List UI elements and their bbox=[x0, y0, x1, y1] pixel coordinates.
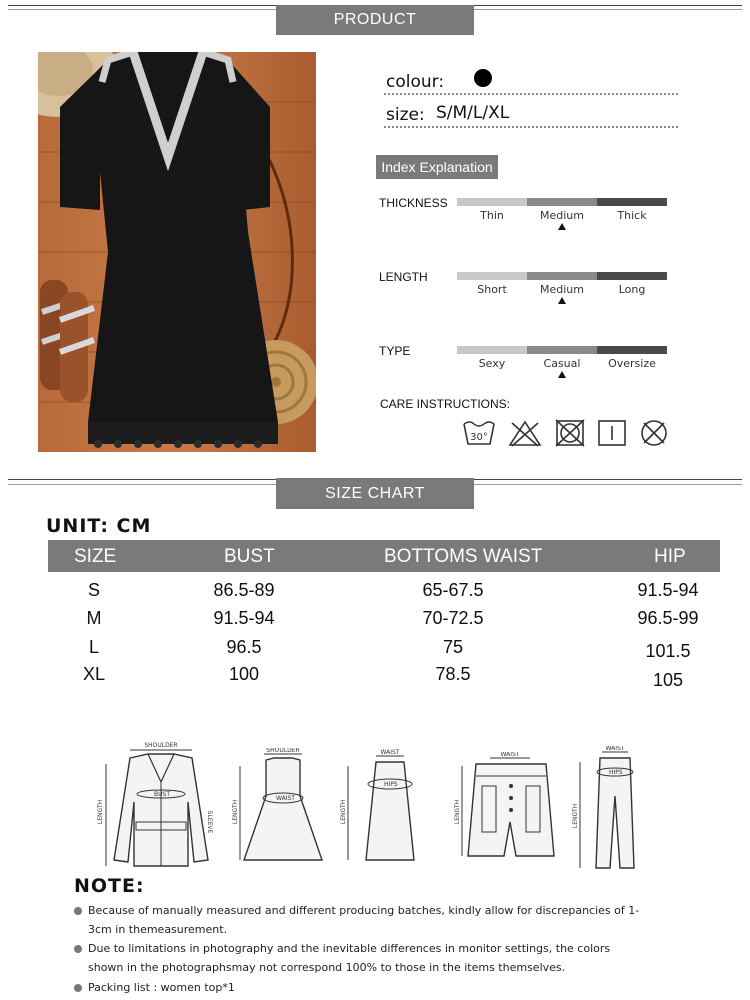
colour-label: colour: bbox=[386, 72, 445, 92]
svg-text:HIPS: HIPS bbox=[384, 781, 398, 788]
svg-text:SHOULDER: SHOULDER bbox=[144, 742, 178, 749]
selected-marker-icon bbox=[558, 371, 566, 378]
size-cell: L bbox=[88, 637, 99, 657]
pants-diagram bbox=[572, 746, 652, 881]
product-photo bbox=[38, 52, 316, 452]
size-cell: 105 bbox=[652, 670, 684, 690]
scale-label: Thin bbox=[480, 209, 504, 222]
colour-dotted-rule bbox=[384, 93, 678, 95]
size-cell: 78.5 bbox=[435, 664, 471, 684]
svg-text:LENGTH: LENGTH bbox=[340, 799, 347, 825]
no-dry-clean-icon bbox=[637, 418, 671, 448]
col-size: SIZE bbox=[74, 546, 117, 567]
note-item-2: Due to limitations in photography and the inevitable differences in monitor settings, the colors shown in the photographsmay not correspond 100% to those in the items themselves. bbox=[88, 942, 611, 974]
note-item-3: Packing list : women top*1 bbox=[88, 981, 235, 994]
size-value: S/M/L/XL bbox=[436, 103, 510, 123]
svg-text:BUST: BUST bbox=[154, 791, 170, 798]
size-cell: XL bbox=[82, 664, 106, 684]
scale-label: Sexy bbox=[478, 357, 506, 370]
svg-text:LENGTH: LENGTH bbox=[572, 803, 579, 829]
scale-segment bbox=[597, 198, 667, 206]
size-cell: 96.5 bbox=[226, 637, 262, 657]
svg-text:WAIST: WAIST bbox=[276, 795, 295, 802]
size-table-header bbox=[48, 540, 720, 572]
selected-marker-icon bbox=[558, 223, 566, 230]
note-item-1: Because of manually measured and different producing batches, kindly allow for discrepancies of 1-3cm in themeasurement. bbox=[88, 904, 640, 936]
svg-text:WAIST: WAIST bbox=[380, 749, 400, 756]
note-bullet bbox=[74, 945, 82, 953]
size-cell: 91.5-94 bbox=[213, 608, 275, 628]
size-cell: M bbox=[86, 608, 102, 628]
scale-segment bbox=[527, 346, 597, 354]
size-cell: 65-67.5 bbox=[422, 580, 484, 600]
unit-label: UNIT: CM bbox=[46, 515, 152, 537]
col-bottoms-waist: BOTTOMS WAIST bbox=[384, 546, 543, 567]
note-bullet bbox=[74, 907, 82, 915]
scale-label: Short bbox=[477, 283, 507, 296]
scale-label: Medium bbox=[540, 283, 584, 296]
svg-text:SHOULDER: SHOULDER bbox=[266, 748, 300, 754]
jacket-diagram bbox=[96, 742, 216, 877]
size-cell: 75 bbox=[442, 637, 464, 657]
svg-text:WAIST: WAIST bbox=[500, 752, 520, 758]
size-cell: 70-72.5 bbox=[422, 608, 484, 628]
note-bullet bbox=[74, 984, 82, 992]
svg-text:SLEEVE: SLEEVE bbox=[206, 810, 213, 834]
no-tumble-dry-icon bbox=[553, 418, 587, 448]
shorts-diagram bbox=[454, 752, 564, 867]
svg-text:LENGTH: LENGTH bbox=[454, 799, 461, 825]
product-info-title: PRODUCT INFORMATION bbox=[276, 5, 474, 35]
scale-title-type: TYPE bbox=[379, 344, 411, 358]
scale-segment bbox=[527, 272, 597, 280]
svg-text:LENGTH: LENGTH bbox=[97, 799, 104, 825]
size-cell: 96.5-99 bbox=[637, 608, 699, 628]
no-bleach-icon bbox=[508, 418, 542, 448]
scale-segment bbox=[597, 346, 667, 354]
scale-title-thickness: THICKNESS bbox=[379, 196, 448, 210]
scale-segment bbox=[457, 346, 527, 354]
size-cell: 100 bbox=[228, 664, 260, 684]
scale-label: Casual bbox=[543, 357, 581, 370]
scale-segment bbox=[597, 272, 667, 280]
scale-segment bbox=[527, 198, 597, 206]
size-cell: 91.5-94 bbox=[637, 580, 699, 600]
note-title: NOTE: bbox=[74, 875, 145, 897]
wash-30-icon bbox=[462, 418, 496, 448]
scale-label: Long bbox=[618, 283, 646, 296]
size-dotted-rule bbox=[384, 126, 678, 128]
svg-text:WAIST: WAIST bbox=[605, 746, 625, 752]
scale-title-length: LENGTH bbox=[379, 270, 428, 284]
scale-segment bbox=[457, 272, 527, 280]
size-cell: S bbox=[87, 580, 100, 600]
scale-label: Oversize bbox=[608, 357, 656, 370]
col-hip: HIP bbox=[654, 546, 686, 567]
scale-label: Thick bbox=[617, 209, 647, 222]
care-instructions-title: CARE INSTRUCTIONS: bbox=[380, 397, 511, 411]
index-explanation-title: Index Explanation bbox=[376, 155, 498, 179]
dress-diagram bbox=[232, 748, 332, 873]
size-cell: 101.5 bbox=[645, 641, 691, 661]
colour-swatch-black bbox=[474, 69, 492, 87]
size-chart-title: SIZE CHART bbox=[276, 478, 474, 509]
scale-label: Medium bbox=[540, 209, 584, 222]
skirt-diagram bbox=[340, 748, 430, 873]
line-dry-icon bbox=[596, 418, 630, 448]
selected-marker-icon bbox=[558, 297, 566, 304]
scale-segment bbox=[457, 198, 527, 206]
svg-text:LENGTH: LENGTH bbox=[232, 799, 239, 825]
svg-text:30°: 30° bbox=[470, 432, 488, 443]
col-bust: BUST bbox=[224, 546, 275, 567]
size-cell: 86.5-89 bbox=[213, 580, 275, 600]
svg-text:HIPS: HIPS bbox=[609, 769, 623, 776]
size-label: size: bbox=[386, 105, 425, 125]
